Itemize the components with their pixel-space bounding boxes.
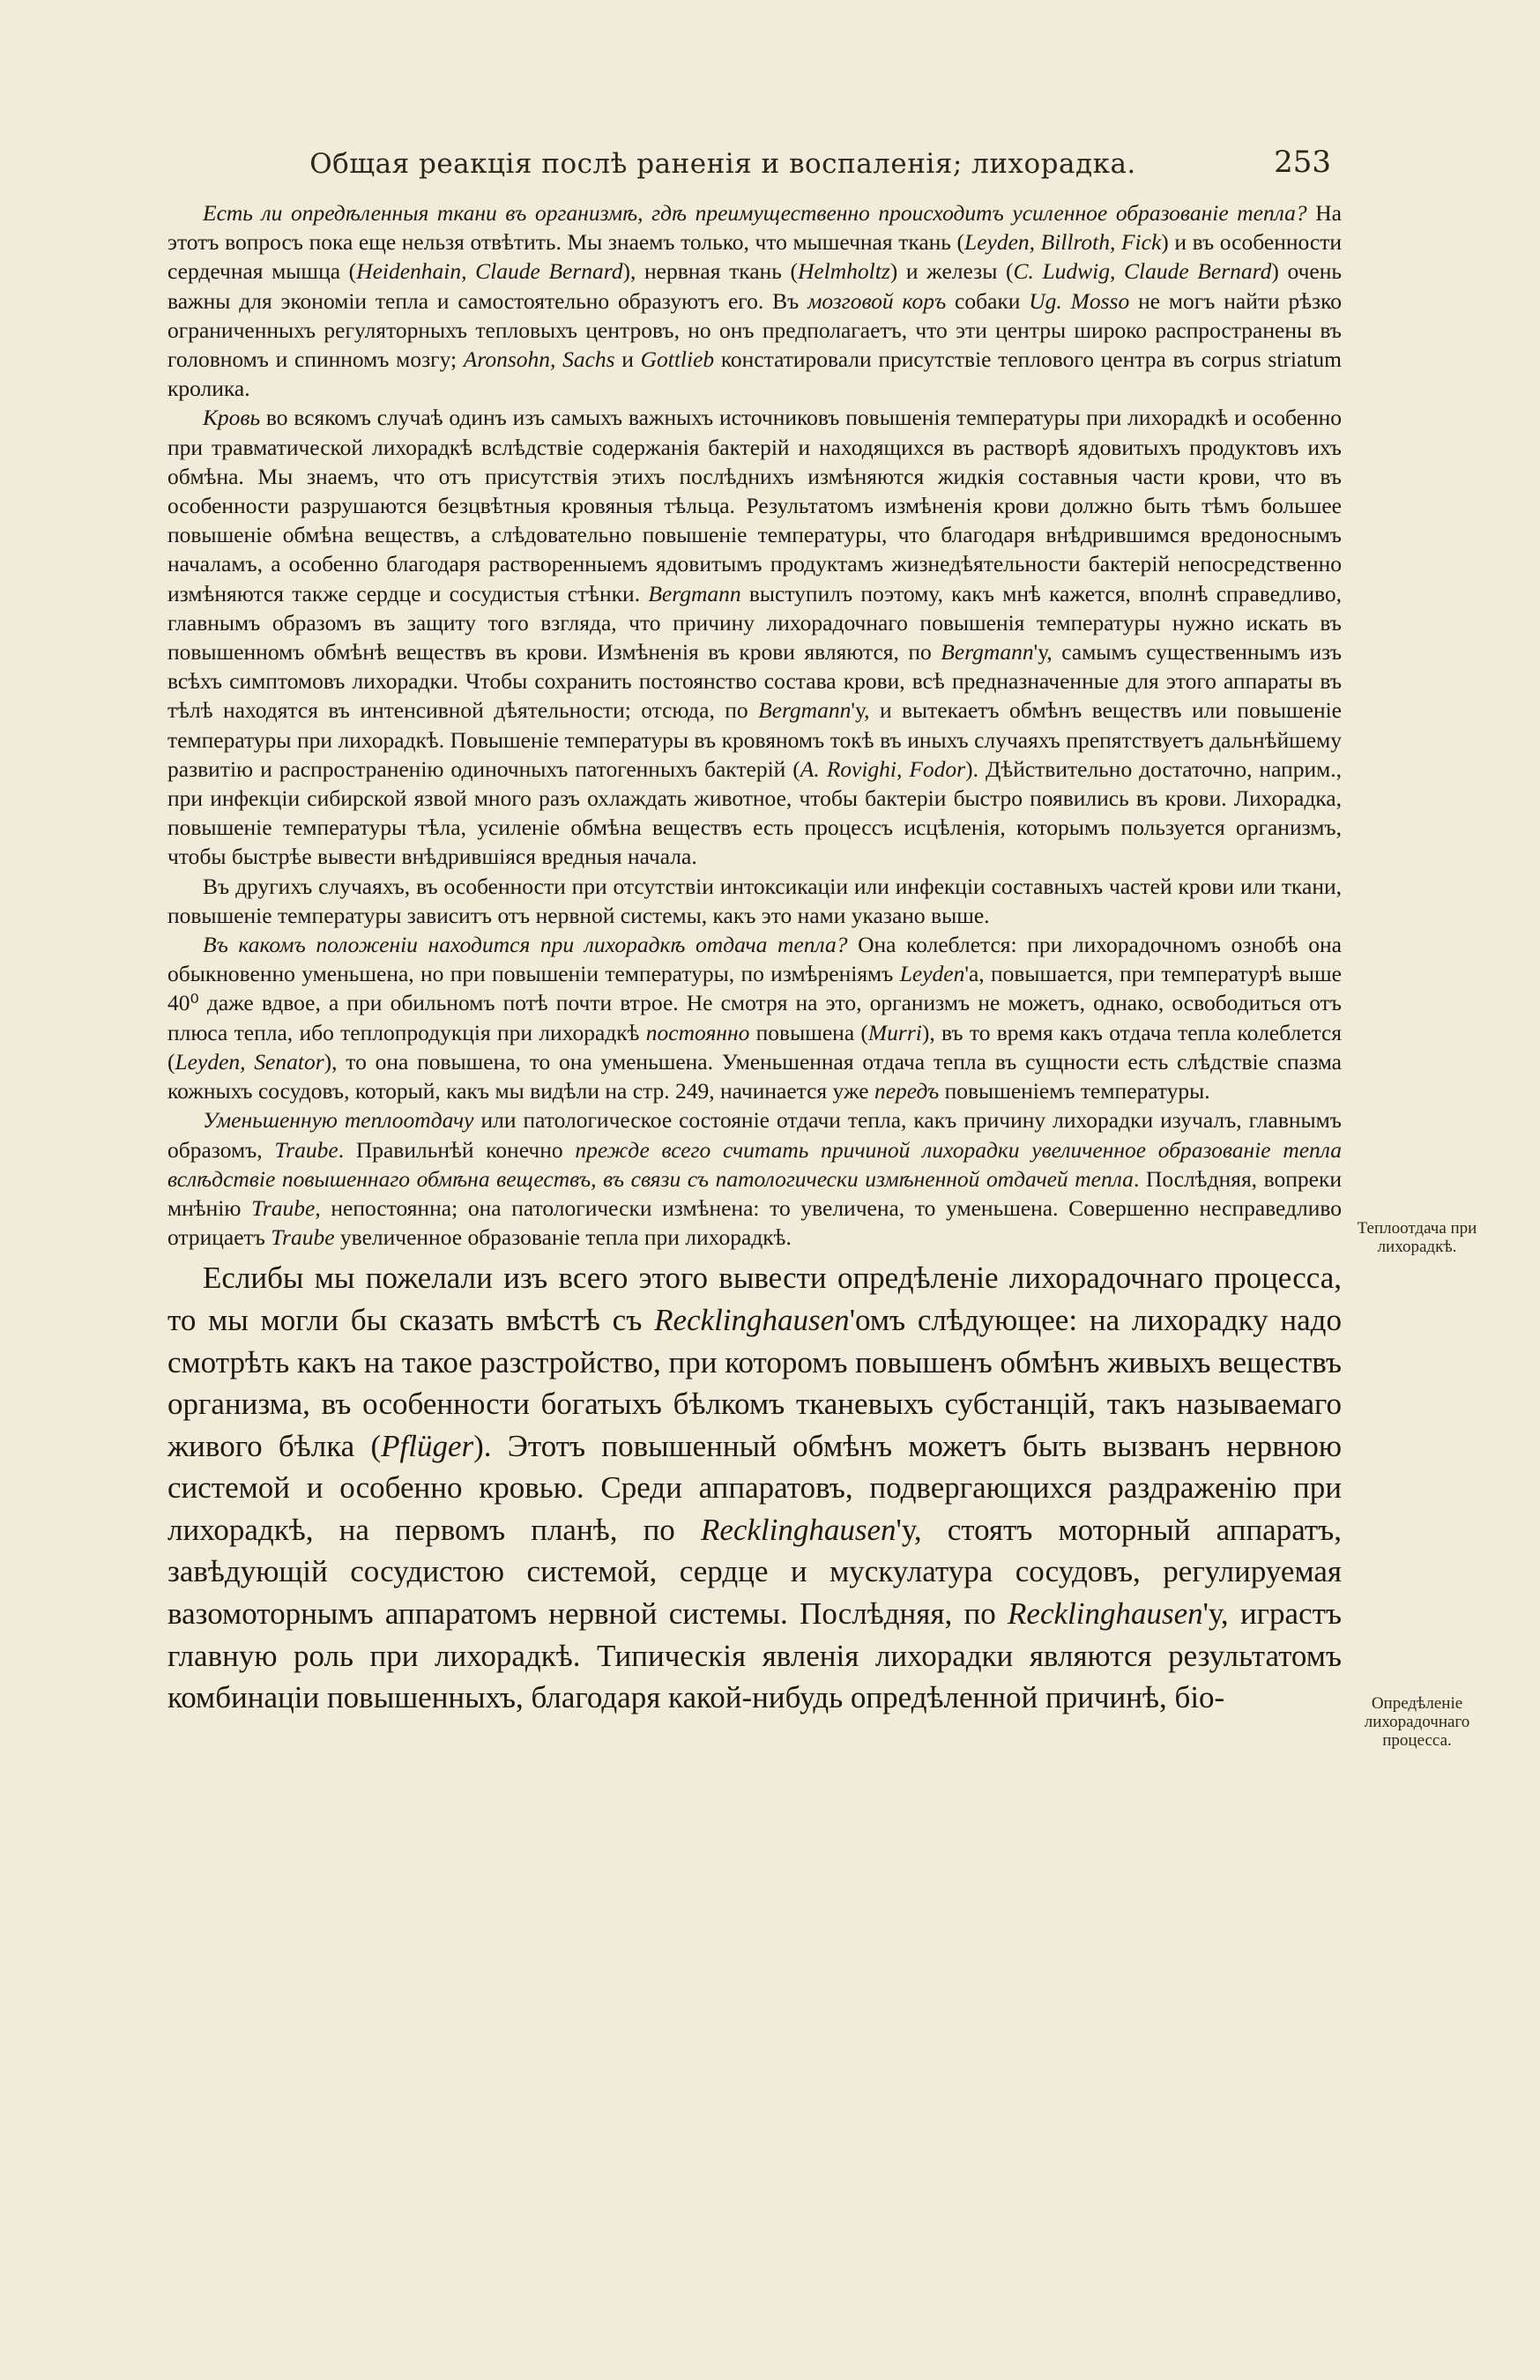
paragraph-nervous-system: Въ другихъ случаяхъ, въ особенности при отсутствіи интоксикаціи или инфекціи составныхъ частей крови или ткани, повышеніе температуры зависитъ отъ нервной системы, какъ это нами указано выше. — [167, 873, 1342, 928]
paragraph-tissues: Есть ли опредѣленныя ткани въ организмѣ, гдѣ преимущественно происходитъ усиленное образованіе тепла? На этотъ вопросъ пока еще нельзя отвѣтить. Мы знаемъ только, что мышечная ткань (Leyden, Billroth, Fick) и въ особенности сердечная мышца (Heidenhain, Claude Bernard), нервная ткань (Helmholtz) и железы (C. Ludwig, Claude Bernard) очень важны для экономіи тепла и самостоятельно образуютъ его. Въ мозговой коръ собаки Ug. Mosso не могъ найти рѣзко ограниченныхъ регуляторныхъ тепловыхъ центровъ, но онъ предполагаетъ, что эти центры широко распространены въ головномъ и спинномъ мозгу; Aronsohn, Sachs и Gottlieb констатировали присутствіе теплового центра въ corpus striatum кролика. — [167, 200, 1342, 402]
small-print-section — [167, 198, 1342, 1252]
paragraph-definition: Еслибы мы пожелали изъ всего этого вывести опредѣленіе лихорадочнаго процесса, то мы могли бы сказать вмѣстѣ съ Recklinghausen'омъ слѣдующее: на лихорадку надо смотрѣть какъ на такое разстройство, при которомъ повышенъ обмѣнъ живыхъ веществъ организма, въ особенности богатыхъ бѣлкомъ тканевыхъ субстанцій, такъ называемаго живого бѣлка (Pflüger). Этотъ повышенный обмѣнъ можетъ быть вызванъ нервною системой и особенно кровью. Среди аппаратовъ, подвергающихся раздраженію при лихорадкѣ, на первомъ планѣ, по Recklinghausen'у, стоятъ моторный аппаратъ, завѣдующій сосудистою системой, сердце и мускулатура сосудовъ, регулируемая вазомоторнымъ аппаратомъ нервной системы. Послѣдняя, по Recklinghausen'у, играстъ главную роль при лихорадкѣ. Типическія явленія лихорадки являются результатомъ комбинаціи повышенныхъ, благодаря какой-нибудь опредѣленной причинѣ, біо- — [167, 1261, 1343, 1715]
blood-lead: Кровь — [203, 405, 261, 431]
page-body — [167, 198, 1342, 1719]
paragraph-reduced-heat-loss: Уменьшенную теплоотдачу или патологическое состояніе отдачи тепла, какъ причину лихорадки изучалъ, главнымъ образомъ, Traube. Правильнѣй конечно прежде всего считать причиной лихорадки увеличенное образованіе тепла вслѣдствіе повышеннаго обмѣна веществъ, въ связи съ патологически измѣненной отдачей тепла. Послѣдняя, вопреки мнѣнію Traube, непостоянна; она патологически измѣнена: то увеличена, то уменьшена. Совершенно несправедливо отрицаетъ Traube увеличенное образованіе тепла при лихорадкѣ. — [167, 1107, 1342, 1251]
large-print-section — [167, 1257, 1342, 1719]
paragraph-blood: Кровь во всякомъ случаѣ одинъ изъ самыхъ важныхъ источниковъ повышенія температуры при лихорадкѣ и особенно при травматической лихорадкѣ вслѣдствіе содержанія бактерій и находящихся въ растворѣ ядовитыхъ продуктовъ ихъ обмѣна. Мы знаемъ, что отъ присутствія этихъ послѣднихъ измѣняются жидкія составныя части крови, что въ особенности разрушаются безцвѣтныя кровяныя тѣльца. Результатомъ измѣненія крови должно быть тѣмъ большее повышеніе обмѣна веществъ, а слѣдовательно повышеніе температуры, что благодаря внѣдрившимся вредоноснымъ началамъ, а особенно благодаря растворенныемъ ядовитымъ продуктамъ жизнедѣятельности бактерій непосредственно измѣняются также сердце и сосудистыя стѣнки. Bergmann выступилъ поэтому, какъ мнѣ кажется, вполнѣ справедливо, главнымъ образомъ въ защиту того взгляда, что причину лихорадочнаго повышенія температуры нужно искать въ повышенномъ обмѣнѣ веществъ въ крови. Измѣненія въ крови являются, по Bergmann'у, самымъ существеннымъ изъ всѣхъ симптомовъ лихорадки. Чтобы сохранить постоянство состава крови, всѣ предназначенные для этого аппараты въ тѣлѣ находятся въ интенсивной дѣятельности; отсюда, по Bergmann'у, и вытекаетъ обмѣнъ веществъ или повышеніе температуры при лихорадкѣ. Повышеніе температуры въ кровяномъ токѣ въ иныхъ случаяхъ препятствуетъ дальнѣйшему развитію и распространенію одиночныхъ патогенныхъ бактерій (A. Rovighi, Fodor). Дѣйствительно достаточно, наприм., при инфекціи сибирской язвой много разъ охлаждать животное, чтобы бактеріи быстро появились въ крови. Лихорадка, повышеніе температуры тѣла, усиленіе обмѣна веществъ есть процессъ исцѣленія, которымъ пользуется организмъ, чтобы быстрѣе вывести внѣдрившіяся вредныя начала. — [167, 405, 1342, 870]
running-title: Общая реакція послѣ раненія и воспаленія; лихорадка. — [309, 148, 1136, 180]
question-lead: Есть ли опредѣленныя ткани въ организмѣ, гдѣ преимущественно происходитъ усиленное образованіе тепла? — [203, 200, 1307, 226]
reduced-heat-loss-lead: Уменьшенную теплоотдачу — [203, 1107, 474, 1134]
heat-loss-lead: Въ какомъ положеніи находится при лихорадкѣ отдача тепла? — [203, 932, 848, 958]
page-header — [167, 141, 1366, 185]
paragraph-heat-loss: Въ какомъ положеніи находится при лихорадкѣ отдача тепла? Она колеблется: при лихорадочномъ ознобѣ она обыкновенно уменьшена, но при повышеніи температуры, по измѣреніямъ Leyden'а, повышается, при температурѣ выше 40⁰ даже вдвое, а при обильномъ потѣ почти втрое. Не смотря на это, организмъ не можетъ, однако, освободиться отъ плюса тепла, ибо теплопродукція при лихорадкѣ постоянно повышена (Murri), въ то время какъ отдача тепла колеблется (Leyden, Senator), то она повышена, то она уменьшена. Уменьшенная отдача тепла въ сущности есть слѣдствіе спазма кожныхъ сосудовъ, который, какъ мы видѣли на стр. 249, начинается уже передъ повышеніемъ температуры. — [167, 932, 1342, 1104]
page-number: 253 — [1274, 145, 1331, 180]
margin-note-heat-loss: Теплоотдача при лихорадкѣ. — [1357, 1219, 1477, 1256]
margin-note-definition: Опредѣленіе лихорадочнаго процесса. — [1364, 1694, 1470, 1750]
